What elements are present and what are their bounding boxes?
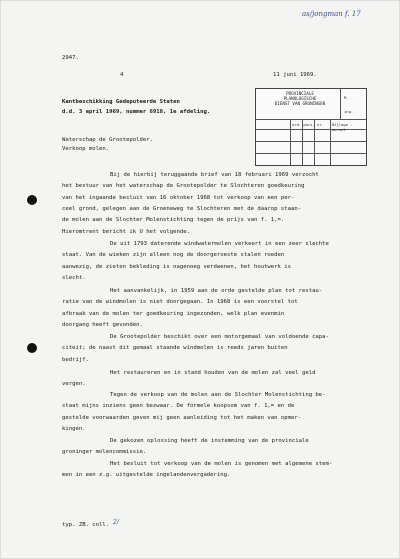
paragraph-8-line: men in een z.g. uitgestelde ingelandenvergadering. bbox=[62, 472, 231, 479]
paragraph-8-line: Het besluit tot verkoop van de molen is genomen met algemene stem- bbox=[110, 461, 333, 467]
paragraph-7-line: groninger molencommissie. bbox=[62, 449, 147, 456]
paragraph-3-line: doorgang heeft gevonden. bbox=[62, 321, 143, 328]
paragraph-2-line: slecht. bbox=[62, 274, 86, 281]
paragraph-1-line: van het ingaande besluit van 16 oktober 1968 tot verkoop van een per- bbox=[62, 194, 295, 201]
paragraph-4-line: citeit; de naast dit gemaal staande windmolen is reeds jaren buiten bbox=[62, 345, 288, 352]
page-number: 4 bbox=[120, 72, 124, 78]
paragraph-5-line: vergen. bbox=[62, 381, 86, 388]
paragraph-6-line: gestelde voorwaarden geven mij geen aanleiding tot het maken van opmer- bbox=[62, 414, 302, 421]
paragraph-2-line: aanwezig, de zieten bekleding is nagenoeg verdwenen, het houtwerk is bbox=[62, 263, 292, 270]
paragraph-1-line: het bestuur van het waterschap de Grootepolder te Slochteren goedkeuring bbox=[62, 183, 305, 190]
typist-footer: typ. ZB. coll. bbox=[62, 522, 110, 528]
paragraph-4-line: De Grootepolder beschikt over een motorgemaal van voldoende capa- bbox=[110, 334, 329, 340]
document-date: 11 juni 1969. bbox=[273, 72, 317, 78]
paragraph-3-line: ratie van de windmolen is niet doorgegaan. In 1968 is een voorstel tot bbox=[62, 299, 298, 306]
paragraph-1-line: Hieromtrent bericht ik U het volgende. bbox=[62, 228, 190, 235]
punch-hole-bottom bbox=[27, 343, 37, 353]
registration-stamp: PROVINCIALE PLANOLOGISCHE DIENST VAN GRONINGEN M. ing. ord. pers. nr. Bijlage - persel bbox=[255, 88, 367, 166]
paragraph-3-line: afbraak van de molen ter goedkeuring ingezonden, welk plan evenmin bbox=[62, 310, 285, 317]
paragraph-6-line: kingen. bbox=[62, 425, 86, 432]
addressee-line-2: Verkoop molen. bbox=[62, 146, 110, 152]
addressee-line-1: Waterschap de Grootepolder. bbox=[62, 137, 153, 143]
decision-heading-line-2: d.d. 3 april 1969, nummer 6918, 1e afdeling. bbox=[62, 109, 211, 115]
paragraph-2-line: De uit 1793 daterende windwatermolen verkeert in een zeer slechte bbox=[110, 241, 329, 247]
handwritten-note: as/jongman f. 17 bbox=[302, 10, 361, 18]
paragraph-4-line: bedrijf. bbox=[62, 356, 89, 363]
stamp-title: PROVINCIALE PLANOLOGISCHE DIENST VAN GRONINGEN bbox=[274, 91, 326, 106]
handwritten-initials: 2/ bbox=[113, 519, 119, 526]
paragraph-7-line: De gekozen oplossing heeft de instemming van de provinciale bbox=[110, 438, 309, 444]
paragraph-1-line: de molen aan de Slochter Molenstichting tegen de prijs van f. 1,=. bbox=[62, 217, 285, 224]
punch-hole-top bbox=[27, 195, 37, 205]
paragraph-1-line: ceel grond, gelegen aan de Groeneweg te Slochteren met de daarop staan- bbox=[62, 205, 302, 212]
paragraph-2-line: staat. Van de wieken zijn alleen nog de doorgeroeste stalen roeden bbox=[62, 252, 285, 259]
paragraph-3-line: Het aanvankelijk, in 1959 aan de orde gestelde plan tot restau- bbox=[110, 288, 323, 294]
paragraph-6-line: Tegen de verkoop van de molen aan de Slochter Molenstichting be- bbox=[110, 392, 326, 398]
decision-heading-line-1: Kantbeschikking Gedeputeerde Staten bbox=[62, 99, 180, 105]
paragraph-6-line: staat mijns inziens geen bezwaar. De formele koopsom van f. 1,= en de bbox=[62, 403, 295, 410]
reference-number: 2947. bbox=[62, 55, 79, 61]
paragraph-5-line: Het restaureren en in stand houden van de molen zal veel geld bbox=[110, 370, 316, 376]
paragraph-1-line: Bij de hierbij teruggaande brief van 18 februari 1969 verzocht bbox=[110, 172, 319, 178]
